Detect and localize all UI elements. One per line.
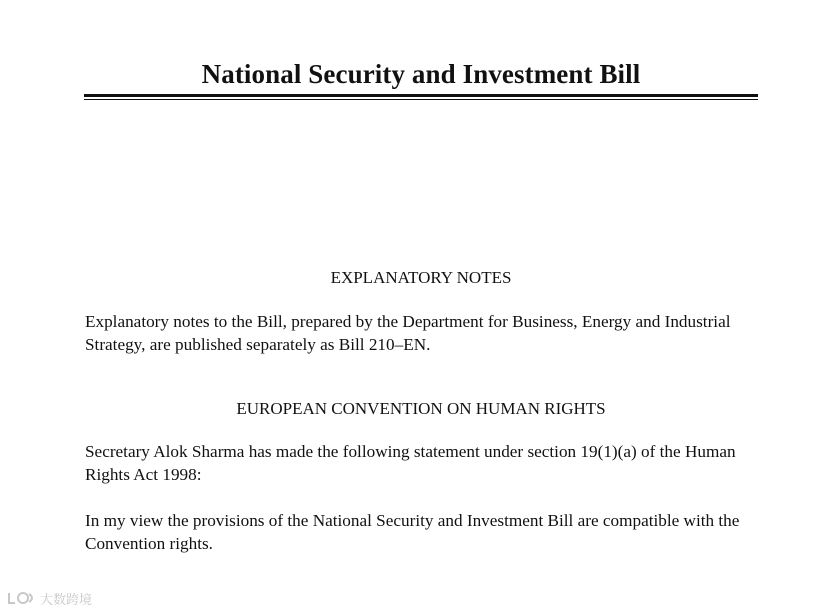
watermark-logo-icon bbox=[6, 590, 36, 606]
statement-intro-paragraph: Secretary Alok Sharma has made the following statement under section 19(1)(a) of the Human Rights Act 1998: bbox=[85, 442, 736, 484]
explanatory-notes-heading: EXPLANATORY NOTES bbox=[330, 268, 512, 287]
explanatory-notes-paragraph: Explanatory notes to the Bill, prepared by the Department for Business, Energy and Industrial Strategy, are published separately as Bill 210–EN. bbox=[85, 312, 731, 354]
watermark bbox=[6, 588, 92, 608]
document-title: National Security and Investment Bill bbox=[201, 59, 641, 89]
echr-heading: EUROPEAN CONVENTION ON HUMAN RIGHTS bbox=[236, 399, 606, 418]
compatibility-statement-paragraph: In my view the provisions of the National Security and Investment Bill are compatible with the Convention rights. bbox=[85, 511, 740, 553]
title-rule-thin bbox=[84, 99, 758, 100]
title-rule-thick bbox=[84, 94, 758, 97]
watermark-text: 大数跨境 bbox=[40, 592, 93, 608]
